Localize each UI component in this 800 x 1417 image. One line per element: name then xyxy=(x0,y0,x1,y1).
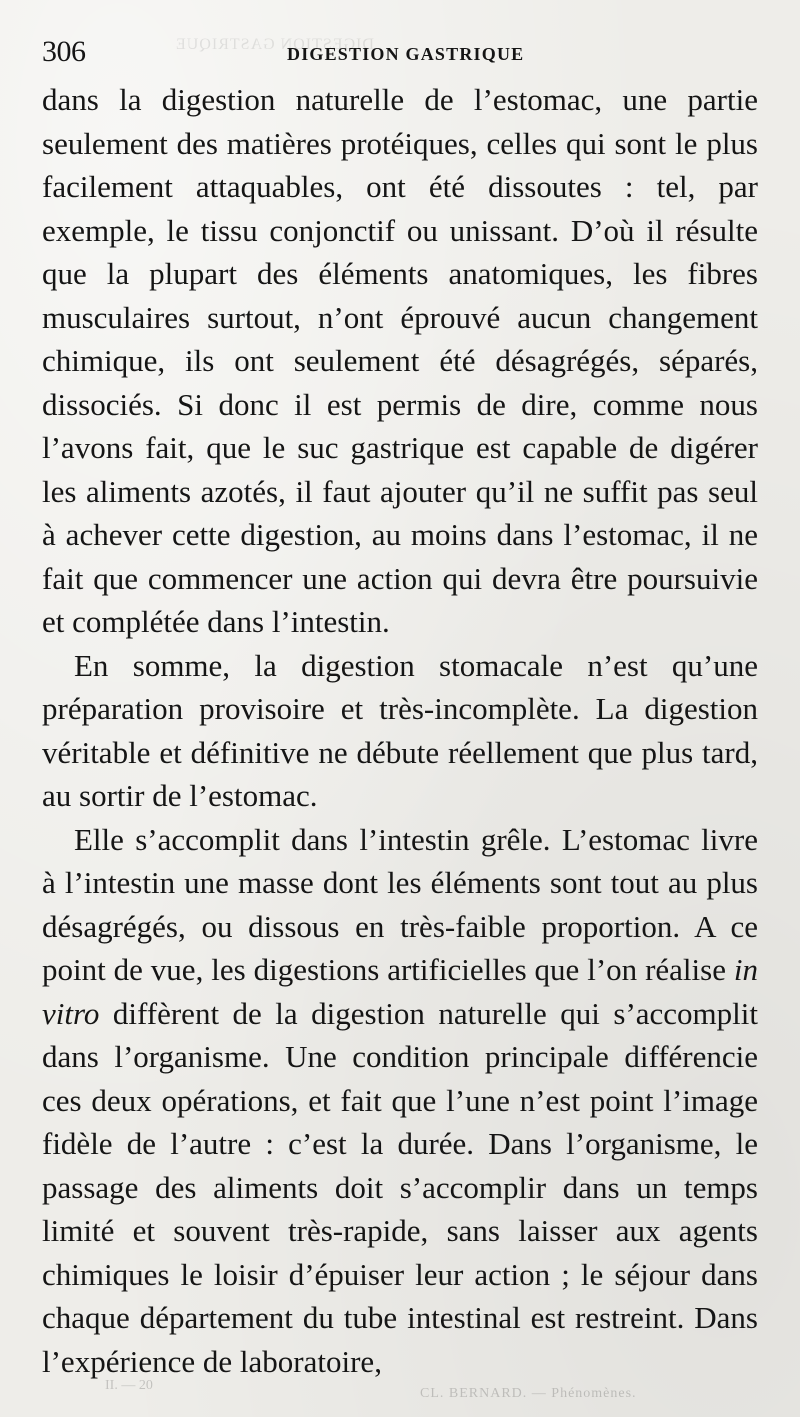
paragraph-text: diffèrent de la digestion naturelle qui s’accomplit dans l’organisme. Une condition principale différencie ces deux opérations, et fait que l’une n’est point l’image fidèle de l’autre : c’est la durée. Dans l’organisme, le passage des aliments doit s’accomplir dans un temps limité et souvent très-rapide, sans laisser aux agents chimiques le loisir d’épuiser leur action ; le séjour dans chaque département du tube intestinal est restreint. Dans l’expérience de laboratoire, xyxy=(42,995,758,1379)
paragraph xyxy=(42,818,758,1384)
show-through-text: DIGESTION GASTRIQUE xyxy=(175,36,374,53)
page-header xyxy=(42,30,758,76)
page-number: 306 xyxy=(42,35,86,68)
paragraph-text: Elle s’accomplit dans l’intestin grêle. L’estomac livre à l’intestin une masse dont les éléments sont tout au plus désagrégés, ou dissous en très-faible proportion. A ce point de vue, les digestions artificielles que l’on réalise xyxy=(42,821,758,987)
show-through-footer: CL. BERNARD. — Phénomènes. xyxy=(420,1386,637,1401)
paragraph: dans la digestion naturelle de l’estomac, une partie seulement des matières protéiques, celles qui sont le plus facilement attaquables, ont été dissoutes : tel, par exemple, le tissu conjonctif ou unissant. D’où il résulte que la plupart des éléments anatomiques, les fibres musculaires surtout, n’ont éprouvé aucun changement chimique, ils ont seulement été désagrégés, séparés, dissociés. Si donc il est permis de dire, comme nous l’avons fait, que le suc gastrique est capable de digérer les aliments azotés, il faut ajouter qu’il ne suffit pas seul à achever cette digestion, au moins dans l’estomac, il ne fait que commencer une action qui devra être poursuivie et complétée dans l’intestin. xyxy=(42,82,758,639)
running-head: DIGESTION GASTRIQUE xyxy=(287,44,525,64)
signature-mark: II. — 20 xyxy=(105,1378,153,1393)
body-text xyxy=(42,78,758,1383)
italic-phrase: in vitro xyxy=(42,952,758,1031)
paragraph: En somme, la digestion stomacale n’est qu’une préparation provisoire et très-incomplète. La digestion véritable et définitive ne débute réellement que plus tard, au sortir de l’estomac. xyxy=(42,647,758,813)
